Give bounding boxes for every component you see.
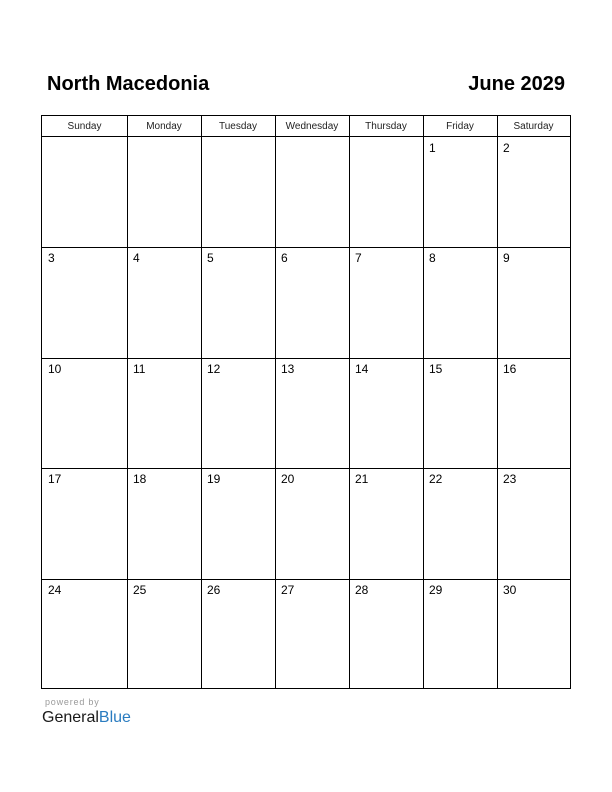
day-cell-22	[423, 468, 497, 579]
day-number: 21	[355, 472, 369, 486]
day-cell-empty	[127, 137, 201, 247]
day-number: 24	[48, 583, 62, 597]
day-number: 8	[429, 251, 436, 265]
day-number: 25	[133, 583, 147, 597]
brand-blue-text: Blue	[98, 709, 131, 726]
calendar-grid	[41, 115, 571, 689]
day-number: 12	[207, 362, 221, 376]
day-number: 23	[503, 472, 517, 486]
day-number: 3	[48, 251, 55, 265]
day-number: 14	[355, 362, 369, 376]
day-number: 9	[503, 251, 510, 265]
day-cell-27	[275, 579, 349, 688]
day-cell-1	[423, 137, 497, 247]
generalblue-logo[interactable]	[42, 708, 131, 728]
day-cell-empty	[201, 137, 275, 247]
day-cell-12	[201, 358, 275, 468]
day-number: 17	[48, 472, 62, 486]
weekday-header-tuesday: Tuesday	[219, 121, 257, 132]
day-cell-14	[349, 358, 423, 468]
day-cell-4	[127, 247, 201, 358]
day-number: 28	[355, 583, 369, 597]
day-cell-17	[42, 468, 127, 579]
day-cell-29	[423, 579, 497, 688]
day-cell-5	[201, 247, 275, 358]
day-cell-16	[497, 358, 570, 468]
day-number: 7	[355, 251, 362, 265]
day-cell-20	[275, 468, 349, 579]
day-number: 26	[207, 583, 221, 597]
day-cell-30	[497, 579, 570, 688]
day-number: 15	[429, 362, 443, 376]
day-cell-2	[497, 137, 570, 247]
day-cell-15	[423, 358, 497, 468]
day-number: 10	[48, 362, 62, 376]
day-cell-18	[127, 468, 201, 579]
powered-by-label: powered by	[45, 697, 100, 707]
day-cell-13	[275, 358, 349, 468]
day-number: 1	[429, 141, 436, 155]
country-title: North Macedonia	[47, 73, 210, 95]
day-number: 5	[207, 251, 214, 265]
weekday-header-monday: Monday	[146, 121, 182, 132]
day-cell-10	[42, 358, 127, 468]
day-number: 29	[429, 583, 443, 597]
day-cell-3	[42, 247, 127, 358]
day-cell-6	[275, 247, 349, 358]
day-number: 4	[133, 251, 140, 265]
day-cell-empty	[349, 137, 423, 247]
month-year-title: June 2029	[468, 73, 565, 95]
day-number: 2	[503, 141, 510, 155]
day-cell-empty	[42, 137, 127, 247]
day-number: 6	[281, 251, 288, 265]
day-cell-8	[423, 247, 497, 358]
weekday-header-row	[42, 116, 570, 137]
day-number: 27	[281, 583, 295, 597]
day-number: 13	[281, 362, 295, 376]
day-number: 20	[281, 472, 295, 486]
day-number: 18	[133, 472, 147, 486]
day-cell-9	[497, 247, 570, 358]
day-number: 22	[429, 472, 443, 486]
day-cell-25	[127, 579, 201, 688]
day-cell-23	[497, 468, 570, 579]
day-number: 11	[133, 362, 146, 376]
weekday-header-thursday: Thursday	[365, 121, 407, 132]
day-cell-26	[201, 579, 275, 688]
day-cell-28	[349, 579, 423, 688]
day-cell-7	[349, 247, 423, 358]
day-cell-24	[42, 579, 127, 688]
weekday-header-friday: Friday	[446, 121, 474, 132]
day-number: 30	[503, 583, 517, 597]
weekday-header-sunday: Sunday	[67, 121, 102, 132]
day-cell-19	[201, 468, 275, 579]
day-cell-11	[127, 358, 201, 468]
brand-general-text: General	[42, 709, 99, 726]
day-cell-empty	[275, 137, 349, 247]
day-cell-21	[349, 468, 423, 579]
weekday-header-wednesday: Wednesday	[285, 121, 339, 132]
day-number: 19	[207, 472, 221, 486]
day-number: 16	[503, 362, 517, 376]
weekday-header-saturday: Saturday	[513, 121, 554, 132]
